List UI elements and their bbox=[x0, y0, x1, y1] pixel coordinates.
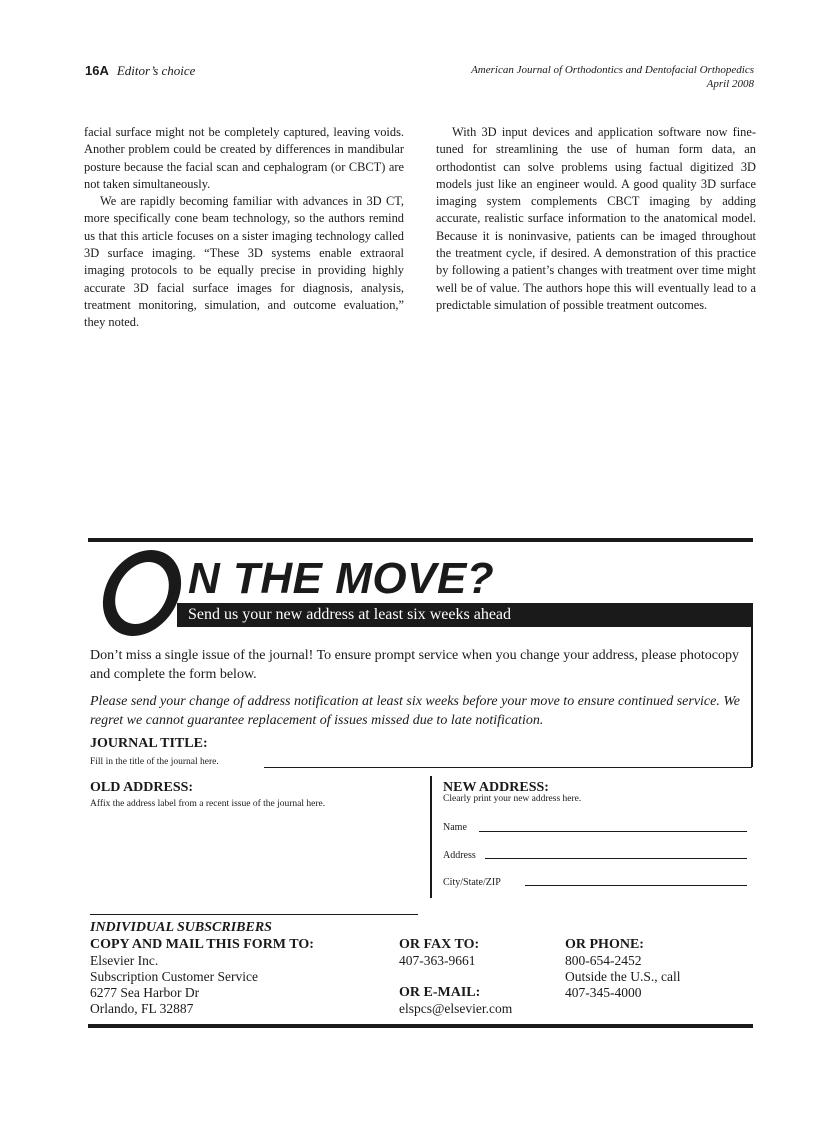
running-header-right bbox=[471, 63, 754, 91]
article-column-left bbox=[84, 124, 404, 332]
fax-heading: OR FAX TO: bbox=[399, 937, 480, 952]
old-address-hint: Affix the address label from a recent issue of the journal here. bbox=[90, 799, 326, 809]
form-banner: Send us your new address at least six weeks ahead bbox=[177, 603, 753, 627]
form-intro: Don’t miss a single issue of the journal! To ensure prompt service when you change your address, please photocopy and complete the form below. bbox=[90, 648, 739, 682]
section-name: Editor’s choice bbox=[116, 63, 196, 78]
mail-line: 6277 Sea Harbor Dr bbox=[90, 985, 200, 1000]
subscribers-rule bbox=[90, 914, 418, 915]
address-field[interactable] bbox=[485, 858, 747, 859]
name-label: Name bbox=[443, 822, 467, 833]
issue-date: April 2008 bbox=[706, 78, 754, 90]
page-number: 16A bbox=[85, 63, 109, 78]
journal-title-field[interactable] bbox=[264, 767, 752, 768]
paragraph: With 3D input devices and application software now fine-tuned for streamlining the use of human form data, an orthodontist can solve problems using factual digitized 3D models just like an engineer would. A good quality 3D surface imaging system complements CBCT imaging by adding accurate, realistic surface information to the anatomical model. Because it is noninvasive, patients can be imaged throughout the treatment cycle, if desired. A demonstration of this practice by following a patient’s changes with treatment over time might well be of value. The authors hope this will eventually lead to a predictable simulation of possible treatment outcomes. bbox=[436, 125, 756, 312]
paragraph: We are rapidly becoming familiar with advances in 3D CT, more specifically cone beam technology, so the authors remind us that this article focuses on a sister imaging technology called 3D surface imaging. “These 3D systems enable extraoral imaging protocols to be equally precise in providing highly accurate 3D facial surface images for diagnosis, analysis, treatment monitoring, simulation, and outcome evaluation,” they noted. bbox=[84, 194, 404, 330]
mail-line: Subscription Customer Service bbox=[90, 969, 258, 984]
journal-title-hint: Fill in the title of the journal here. bbox=[90, 757, 219, 767]
email-address[interactable]: elspcs@elsevier.com bbox=[399, 1001, 513, 1016]
mail-heading: COPY AND MAIL THIS FORM TO: bbox=[90, 937, 314, 952]
big-letter-o bbox=[95, 550, 189, 636]
old-address-label: OLD ADDRESS: bbox=[90, 780, 194, 795]
name-field[interactable] bbox=[479, 831, 747, 832]
form-title: N THE MOVE? bbox=[188, 554, 495, 603]
phone-outside-note: Outside the U.S., call bbox=[565, 969, 681, 984]
phone-heading: OR PHONE: bbox=[565, 937, 644, 952]
city-state-zip-field[interactable] bbox=[525, 885, 747, 886]
phone-outside-number: 407-345-4000 bbox=[565, 985, 642, 1000]
mail-block bbox=[90, 937, 314, 1017]
mail-line: Orlando, FL 32887 bbox=[90, 1001, 194, 1016]
individual-subscribers-label: INDIVIDUAL SUBSCRIBERS bbox=[90, 920, 272, 935]
new-address-hint: Clearly print your new address here. bbox=[443, 794, 582, 804]
running-header-left bbox=[85, 63, 195, 79]
phone-block bbox=[565, 937, 680, 1001]
address-label: Address bbox=[443, 850, 476, 861]
fax-block bbox=[399, 937, 479, 969]
city-state-zip-label: City/State/ZIP bbox=[443, 877, 501, 888]
journal-title-label: JOURNAL TITLE: bbox=[90, 736, 208, 751]
mail-line: Elsevier Inc. bbox=[90, 953, 159, 968]
form-bottom-rule bbox=[88, 1024, 753, 1028]
email-heading: OR E-MAIL: bbox=[399, 985, 481, 1000]
new-address-label: NEW ADDRESS: bbox=[443, 780, 549, 795]
form-notice: Please send your change of address notification at least six weeks before your move to ensure continued service. We regret we cannot guarantee replacement of issues missed due to late notification. bbox=[90, 694, 740, 728]
paragraph: facial surface might not be completely captured, leaving voids. Another problem could be created by differences in mandibular posture because the facial scan and cephalogram (or CBCT) are not taken simultaneously. bbox=[84, 125, 404, 191]
journal-name: American Journal of Orthodontics and Dentofacial Orthopedics bbox=[471, 64, 754, 76]
form-right-rule bbox=[751, 627, 753, 767]
article-column-right bbox=[436, 124, 756, 314]
form-top-rule bbox=[88, 538, 753, 542]
fax-number: 407-363-9661 bbox=[399, 953, 476, 968]
address-divider bbox=[430, 776, 432, 898]
email-block bbox=[399, 985, 512, 1017]
phone-number: 800-654-2452 bbox=[565, 953, 642, 968]
